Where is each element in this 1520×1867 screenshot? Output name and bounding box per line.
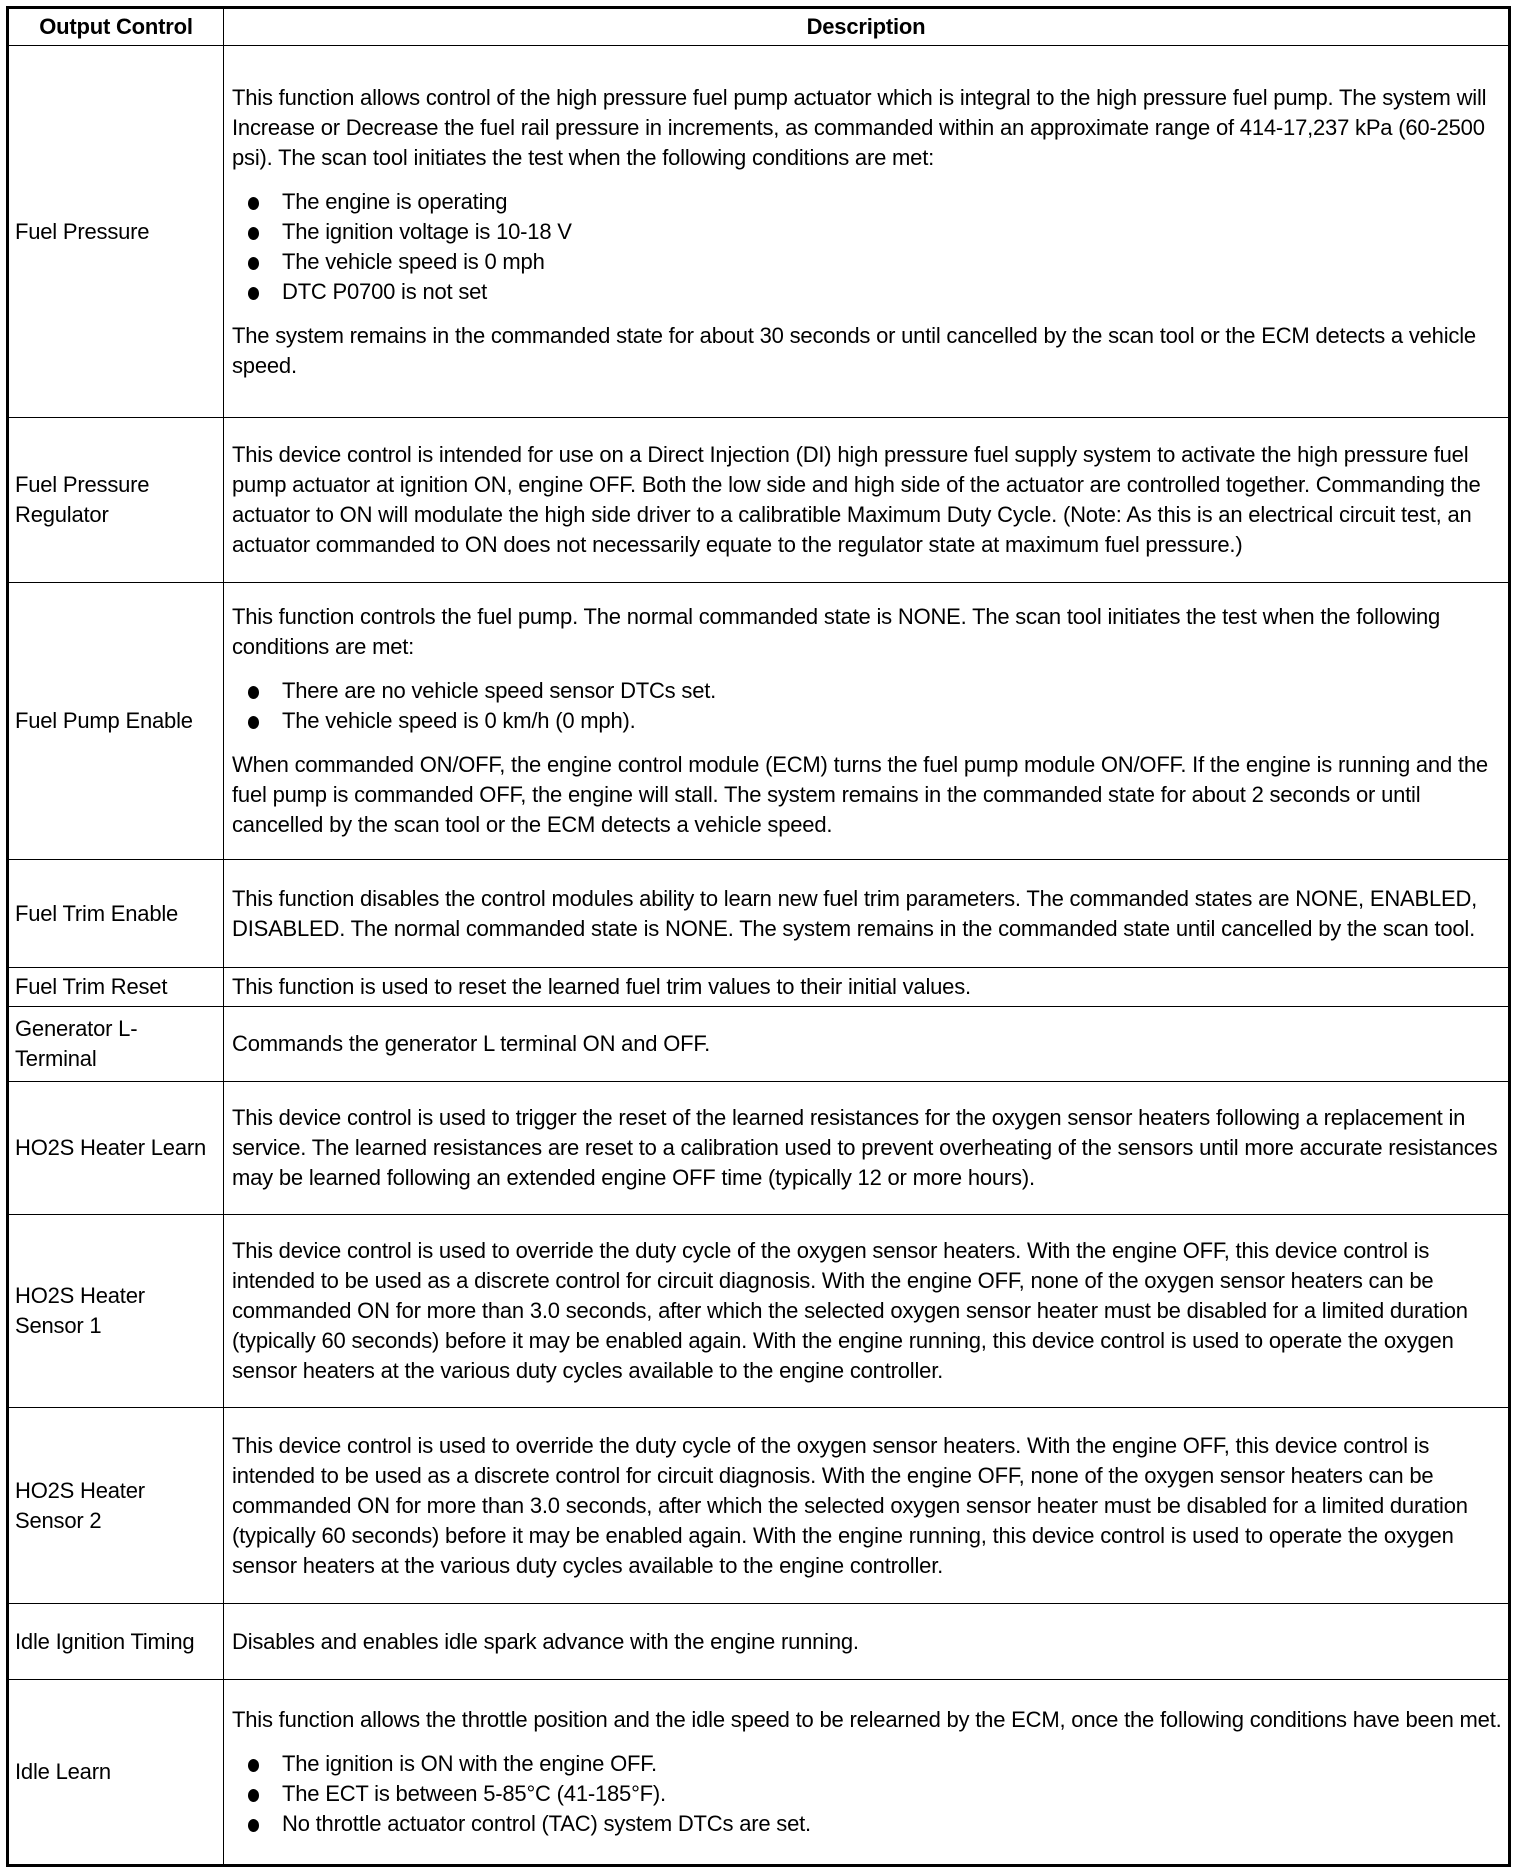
output-control-table	[6, 6, 1511, 1867]
bullet-icon	[248, 1759, 259, 1772]
table-row	[8, 1082, 1510, 1215]
description-intro: This function allows the throttle position and the idle speed to be relearned by the ECM, once the following conditions have been met.	[232, 1707, 1502, 1732]
list-item: The ignition is ON with the engine OFF.	[248, 1749, 1502, 1779]
row-description	[224, 1007, 1510, 1082]
row-description	[224, 1082, 1510, 1215]
row-name: Generator L-Terminal	[8, 1007, 224, 1082]
row-name: Fuel Pump Enable	[8, 583, 224, 860]
row-name: Fuel Pressure	[8, 46, 224, 418]
table-row	[8, 583, 1510, 860]
description-intro: This function is used to reset the learned fuel trim values to their initial values.	[232, 974, 971, 999]
condition-list	[232, 187, 1502, 307]
row-name: Fuel Pressure Regulator	[8, 418, 224, 583]
description-intro: This device control is intended for use on a Direct Injection (DI) high pressure fuel supply system to activate the high pressure fuel pump actuator at ignition ON, engine OFF. Both the low side and high side of the actuator are controlled together. Commanding the actuator to ON will modulate the high side driver to a calibratible Maximum Duty Cycle. (Note: As this is an electrical circuit test, an actuator commanded to ON does not necessarily equate to the regulator state at maximum fuel pressure.)	[232, 442, 1481, 557]
row-description	[224, 968, 1510, 1007]
bullet-icon	[248, 257, 259, 270]
row-name: Fuel Trim Reset	[8, 968, 224, 1007]
row-description	[224, 1680, 1510, 1866]
list-item: The ECT is between 5-85°C (41-185°F).	[248, 1779, 1502, 1809]
row-name: Fuel Trim Enable	[8, 860, 224, 968]
description-outro: When commanded ON/OFF, the engine control module (ECM) turns the fuel pump module ON/OFF. If the engine is running and the fuel pump is commanded OFF, the engine will stall. The system remains in the commanded state for about 2 seconds or until cancelled by the scan tool or the ECM detects a vehicle speed.	[232, 752, 1488, 837]
row-name: Idle Learn	[8, 1680, 224, 1866]
row-description	[224, 860, 1510, 968]
description-intro: This device control is used to trigger the reset of the learned resistances for the oxygen sensor heaters following a replacement in service. The learned resistances are reset to a calibration used to prevent overheating of the sensors until more accurate resistances may be learned following an extended engine OFF time (typically 12 or more hours).	[232, 1105, 1498, 1190]
header-output-control: Output Control	[8, 8, 224, 46]
condition-list	[232, 1749, 1502, 1839]
list-item: The engine is operating	[248, 187, 1502, 217]
description-intro: This device control is used to override the duty cycle of the oxygen sensor heaters. With the engine OFF, this device control is intended to be used as a discrete control for circuit diagnosis. With the engine OFF, none of the oxygen sensor heaters can be commanded ON for more than 3.0 seconds, after which the selected oxygen sensor heater must be disabled for a limited duration (typically 60 seconds) before it may be enabled again. With the engine running, this device control is used to operate the oxygen sensor heaters at the various duty cycles available to the engine controller.	[232, 1432, 1468, 1578]
table-row	[8, 860, 1510, 968]
table-row	[8, 1408, 1510, 1604]
row-description	[224, 1215, 1510, 1408]
description-intro: This device control is used to override the duty cycle of the oxygen sensor heaters. With the engine OFF, this device control is intended to be used as a discrete control for circuit diagnosis. With the engine OFF, none of the oxygen sensor heaters can be commanded ON for more than 3.0 seconds, after which the selected oxygen sensor heater must be disabled for a limited duration (typically 60 seconds) before it may be enabled again. With the engine running, this device control is used to operate the oxygen sensor heaters at the various duty cycles available to the engine controller.	[232, 1238, 1468, 1383]
bullet-icon	[248, 197, 259, 210]
description-intro: This function disables the control modules ability to learn new fuel trim parameters. The commanded states are NONE, ENABLED, DISABLED. The normal commanded state is NONE. The system remains in the commanded state until cancelled by the scan tool.	[232, 885, 1478, 941]
bullet-icon	[248, 287, 259, 300]
row-name: Idle Ignition Timing	[8, 1604, 224, 1680]
bullet-icon	[248, 1819, 259, 1832]
table-row	[8, 46, 1510, 418]
row-description	[224, 1604, 1510, 1680]
description-outro: The system remains in the commanded state for about 30 seconds or until cancelled by the scan tool or the ECM detects a vehicle speed.	[232, 322, 1476, 378]
list-item: No throttle actuator control (TAC) system DTCs are set.	[248, 1809, 1502, 1839]
table-row	[8, 1007, 1510, 1082]
list-item: There are no vehicle speed sensor DTCs set.	[248, 676, 1502, 706]
bullet-icon	[248, 227, 259, 240]
header-description: Description	[224, 8, 1510, 46]
document-page	[6, 6, 1511, 1867]
row-description	[224, 583, 1510, 860]
list-item: DTC P0700 is not set	[248, 277, 1502, 307]
row-name: HO2S Heater Sensor 1	[8, 1215, 224, 1408]
bullet-icon	[248, 716, 259, 729]
table-header-row	[8, 8, 1510, 46]
row-description	[224, 1408, 1510, 1604]
table-row	[8, 1604, 1510, 1680]
list-item: The vehicle speed is 0 km/h (0 mph).	[248, 706, 1502, 736]
list-item: The ignition voltage is 10-18 V	[248, 217, 1502, 247]
table-row	[8, 1215, 1510, 1408]
description-intro: This function allows control of the high pressure fuel pump actuator which is integral to the high pressure fuel pump. The system will Increase or Decrease the fuel rail pressure in increments, as commanded within an approximate range of 414-17,237 kPa (60-2500 psi). The scan tool initiates the test when the following conditions are met:	[232, 84, 1487, 170]
row-name: HO2S Heater Learn	[8, 1082, 224, 1215]
row-description	[224, 418, 1510, 583]
list-item: The vehicle speed is 0 mph	[248, 247, 1502, 277]
bullet-icon	[248, 1789, 259, 1802]
condition-list	[232, 676, 1502, 736]
description-intro: This function controls the fuel pump. The normal commanded state is NONE. The scan tool initiates the test when the following conditions are met:	[232, 604, 1441, 659]
row-name: HO2S Heater Sensor 2	[8, 1408, 224, 1604]
row-description	[224, 46, 1510, 418]
table-row	[8, 1680, 1510, 1866]
description-intro: Disables and enables idle spark advance with the engine running.	[232, 1628, 859, 1654]
table-row	[8, 418, 1510, 583]
table-row	[8, 968, 1510, 1007]
bullet-icon	[248, 686, 259, 699]
description-intro: Commands the generator L terminal ON and OFF.	[232, 1031, 711, 1056]
